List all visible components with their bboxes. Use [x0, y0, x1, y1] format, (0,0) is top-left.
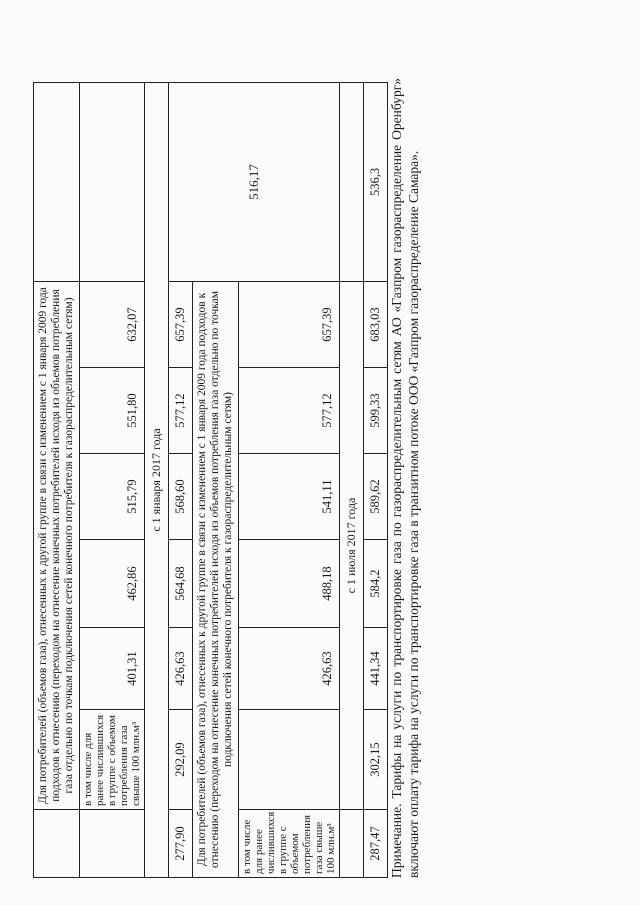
- rotated-document: [33, 63, 533, 878]
- cell: 292,09: [169, 710, 193, 810]
- cell: 426,63: [239, 628, 340, 710]
- cell: 516,17: [169, 82, 340, 281]
- table-row: [145, 82, 169, 877]
- date-row-jan: с 1 января 2017 года: [145, 82, 169, 877]
- cell: 277,90: [169, 810, 193, 878]
- cell: 401,31: [80, 628, 145, 710]
- cell: 441,34: [364, 628, 388, 710]
- cell: 541,11: [239, 454, 340, 540]
- block1-heading: Для потребителей (объемов газа), отнесенных к другой группе в связи с изменением с 1 января 2009 года подходов к отнесению (переходом на отнесение конечных потребителей исходя из объемов потребления газа отдельно по точкам подключения сетей конечного потребителя к газораспределительным сетям): [34, 281, 80, 809]
- cell: 589,62: [364, 454, 388, 540]
- cell: 657,39: [239, 281, 340, 367]
- cell: 462,86: [80, 540, 145, 628]
- cell: 577,12: [239, 368, 340, 454]
- table-row: [34, 82, 80, 877]
- tariff-table: [33, 82, 388, 878]
- table-row: [364, 82, 388, 877]
- table-row: [169, 82, 193, 877]
- block2-sub-label: в том числе для ранее числившихся в группе с объемом потребления газа свыше 100 млн.м³: [239, 810, 340, 878]
- cell: 564,68: [169, 540, 193, 628]
- cell: 657,39: [169, 281, 193, 367]
- block1-sub-label: в том числе для ранее числившихся в группе с объемом потребления газа свыше 100 млн.м³: [80, 710, 145, 810]
- cell: 302,15: [364, 710, 388, 810]
- cell: 568,60: [169, 454, 193, 540]
- cell: 287,47: [364, 810, 388, 878]
- cell: 515,79: [80, 454, 145, 540]
- cell: 577,12: [169, 368, 193, 454]
- cell: 488,18: [239, 540, 340, 628]
- table-row: [80, 82, 145, 877]
- cell: 536,3: [364, 82, 388, 281]
- table-row: [340, 82, 364, 877]
- cell: 551,80: [80, 368, 145, 454]
- footnote: Примечание. Тарифы на услуги по транспортировке газа по газораспределительным сетям АО «Газпром газораспределение Оренбург» включают оплату тарифа на услуги по транспортировке газа в транзитном потоке ООО «Газпром газораспределение Самара».: [389, 78, 421, 878]
- cell: 632,07: [80, 281, 145, 367]
- date-row-jul: с 1 июля 2017 года: [340, 281, 364, 809]
- cell: 683,03: [364, 281, 388, 367]
- block2-heading: Для потребителей (объемов газа), отнесенных к другой группе в связи с изменением с 1 января 2009 года подходов к отнесению (переходом на отнесение конечных потребителей исходя из объемов потребления газа отдельно по точкам подключения сетей конечного потребителя к газораспределительным сетям): [193, 281, 239, 877]
- cell: 426,63: [169, 628, 193, 710]
- cell: 584,2: [364, 540, 388, 628]
- cell: 599,33: [364, 368, 388, 454]
